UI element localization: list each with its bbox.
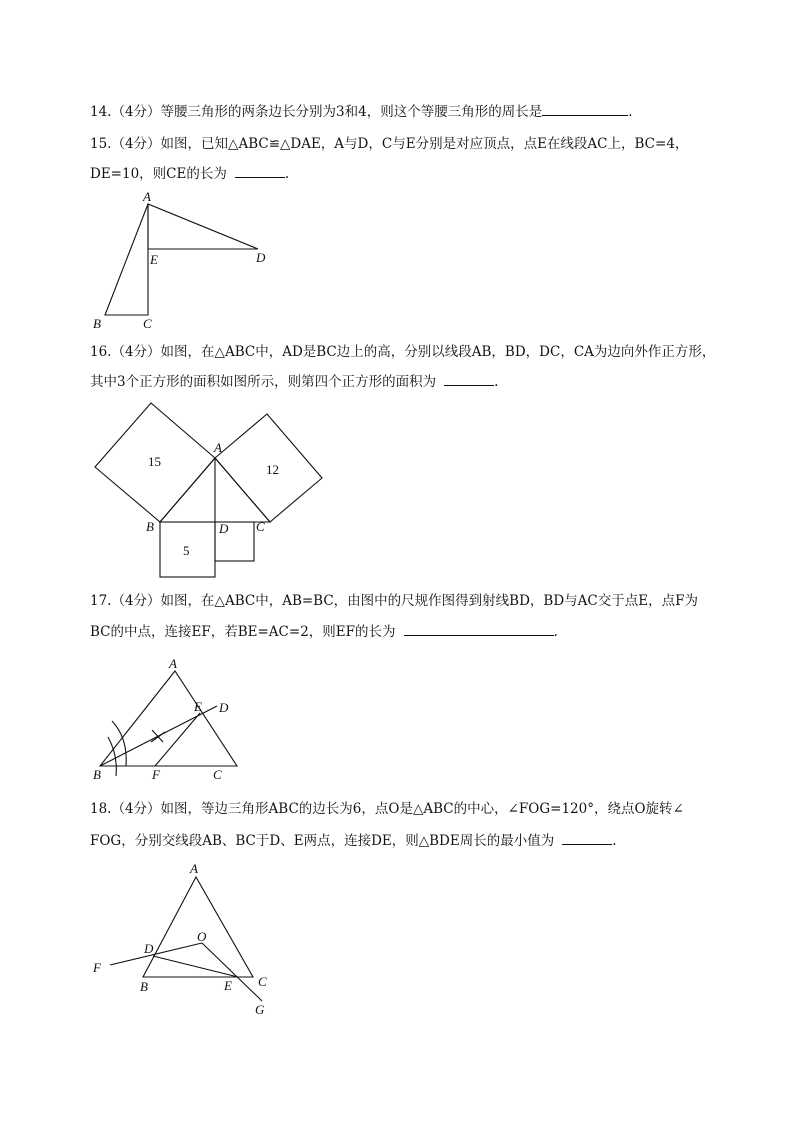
area-12: 12 — [266, 462, 279, 477]
label-d: D — [219, 521, 229, 536]
period: . — [612, 833, 617, 849]
label-c: C — [256, 519, 265, 534]
label-b: B — [146, 519, 154, 534]
label-b: B — [140, 979, 148, 994]
period: . — [553, 624, 558, 640]
question-18-text-2: FOG，分别交线段AB、BC于D、E两点，连接DE，则△BDE周长的最小值为 — [90, 833, 555, 849]
area-15: 15 — [148, 454, 161, 469]
label-c: C — [213, 767, 222, 782]
label-d: D — [144, 941, 154, 956]
question-14-text: 14.（4分）等腰三角形的两条边长分别为3和4，则这个等腰三角形的周长是 — [90, 104, 543, 120]
label-a: A — [190, 861, 198, 876]
question-18-text: 18.（4分）如图，等边三角形ABC的边长为6，点O是△ABC的中心，∠FOG=120°，绕点O旋转∠ — [90, 801, 684, 817]
question-16-text-2: 其中3个正方形的面积如图所示，则第四个正方形的面积为 — [90, 374, 437, 390]
period: . — [284, 166, 290, 182]
question-17-text-2: BC的中点，连接EF，若BE=AC=2，则EF的长为 — [90, 624, 396, 640]
period: . — [494, 374, 499, 390]
ray-of — [110, 943, 202, 965]
label-c: C — [258, 974, 267, 989]
label-f: F — [152, 767, 160, 782]
label-d: D — [219, 700, 229, 715]
label-a: A — [214, 440, 222, 455]
period: . — [628, 104, 633, 120]
ray-og — [202, 943, 262, 1001]
label-f: F — [93, 960, 101, 975]
segment-de — [153, 956, 238, 977]
label-o: O — [197, 929, 207, 944]
label-e: E — [224, 978, 232, 993]
label-a: A — [143, 189, 151, 204]
triangle-abc — [143, 877, 253, 977]
label-c: C — [143, 316, 152, 331]
question-15-text: 15.（4分）如图，已知△ABC≌△DAE，A与D，C与E分别是对应顶点，点E在线段AC上，BC=4， — [90, 136, 689, 152]
label-e: E — [150, 252, 158, 267]
question-16-text: 16.（4分）如图，在△ABC中，AD是BC边上的高，分别以线段AB，BD，DC，CA为边向外作正方形， — [90, 344, 716, 360]
label-d: D — [256, 250, 266, 265]
label-e: E — [194, 699, 202, 714]
question-15-text-2: DE=10，则CE的长为 — [90, 166, 227, 182]
label-b: B — [93, 767, 101, 782]
label-g: G — [255, 1002, 265, 1017]
label-b: B — [93, 316, 101, 331]
question-17-text: 17.（4分）如图，在△ABC中，AB=BC，由图中的尺规作图得到射线BD，BD与AC交于点E，点F为 — [90, 593, 698, 609]
area-5: 5 — [183, 543, 190, 558]
label-a: A — [169, 656, 177, 671]
